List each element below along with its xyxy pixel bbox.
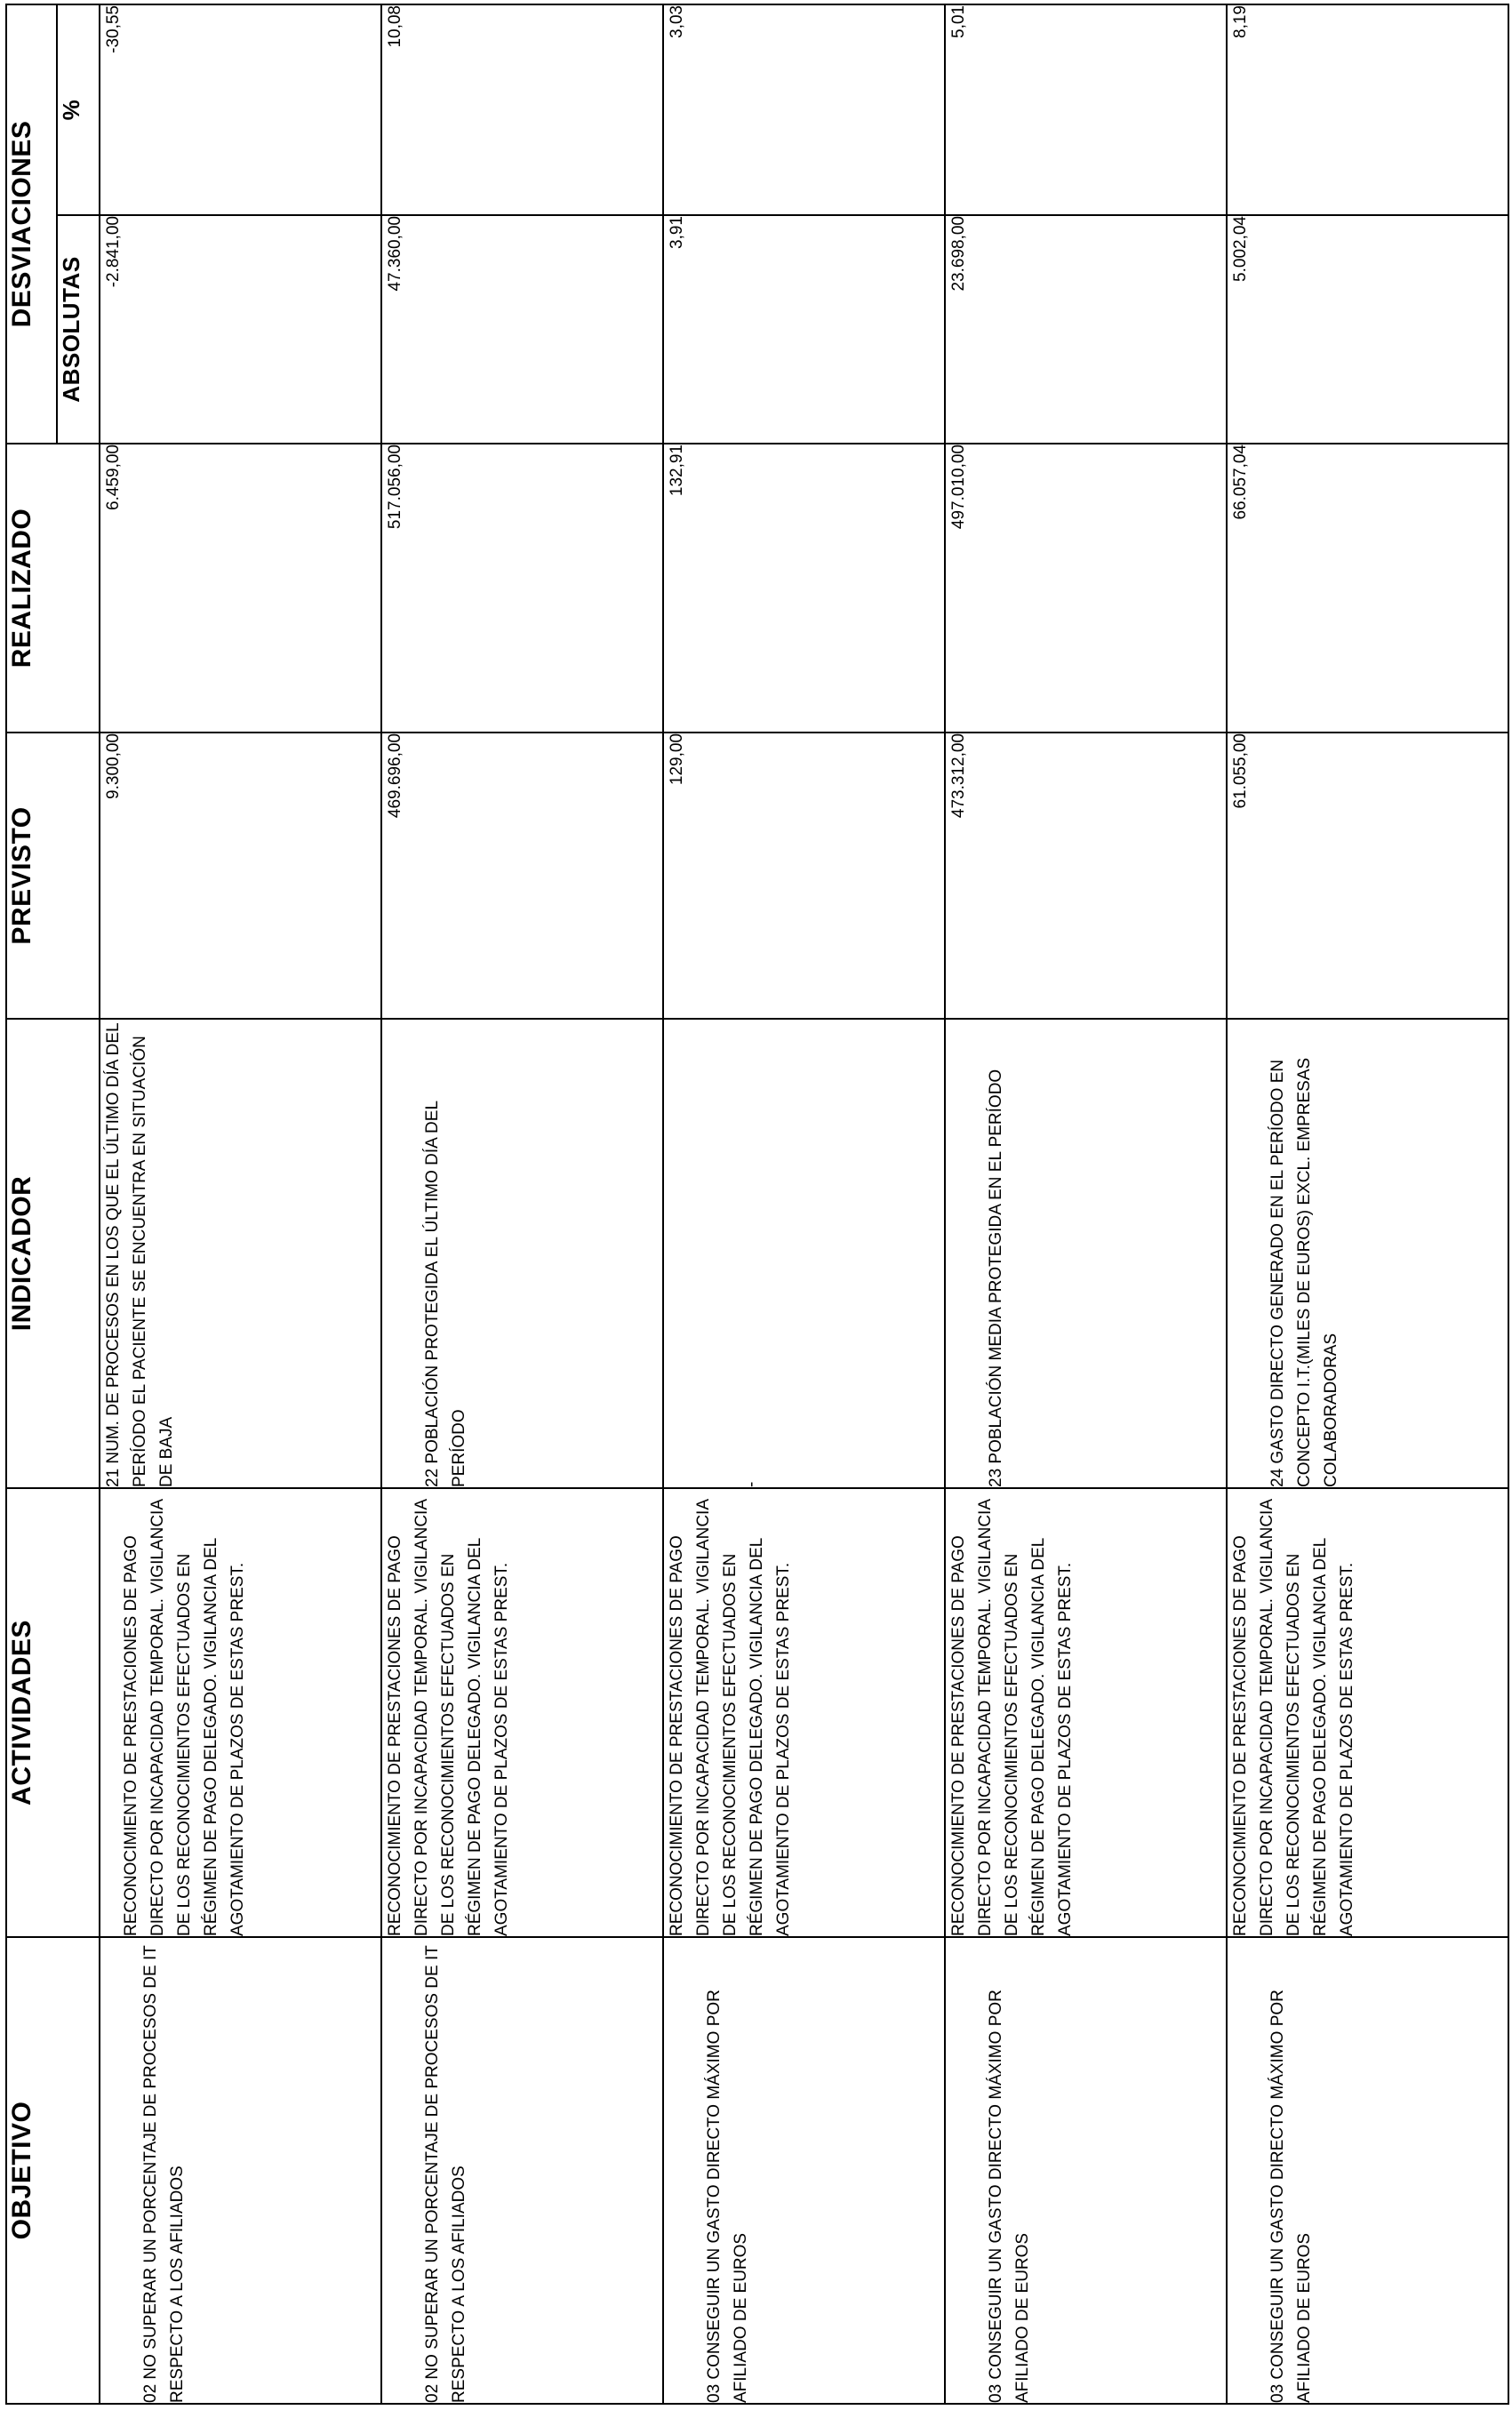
actividades-cell: RECONOCIMIENTO DE PRESTACIONES DE PAGO DIRECTO POR INCAPACIDAD TEMPORAL. VIGILANCIA DE LOS RECONOCIMIENTOS EFECTUADOS EN RÉGIMEN DE PAGO DELEGADO. VIGILANCIA DEL AGOTAMIENTO DE PLAZOS DE ESTAS PREST. [100, 1488, 381, 1937]
objetivo-cell: 02 NO SUPERAR UN PORCENTAJE DE PROCESOS DE IT RESPECTO A LOS AFILIADOS [381, 1937, 663, 2404]
objetivo-cell: 03 CONSEGUIR UN GASTO DIRECTO MÁXIMO POR AFILIADO DE EUROS [945, 1937, 1227, 2404]
actividades-cell: RECONOCIMIENTO DE PRESTACIONES DE PAGO DIRECTO POR INCAPACIDAD TEMPORAL. VIGILANCIA DE LOS RECONOCIMIENTOS EFECTUADOS EN RÉGIMEN DE PAGO DELEGADO. VIGILANCIA DEL AGOTAMIENTO DE PLAZOS DE ESTAS PREST. [1227, 1488, 1508, 1937]
indicador-cell: 22 POBLACIÓN PROTEGIDA EL ÚLTIMO DÍA DEL PERÍODO [381, 1019, 663, 1488]
objetivo-cell: 03 CONSEGUIR UN GASTO DIRECTO MÁXIMO POR AFILIADO DE EUROS [1227, 1937, 1508, 2404]
actividades-cell: RECONOCIMIENTO DE PRESTACIONES DE PAGO DIRECTO POR INCAPACIDAD TEMPORAL. VIGILANCIA DE LOS RECONOCIMIENTOS EFECTUADOS EN RÉGIMEN DE PAGO DELEGADO. VIGILANCIA DEL AGOTAMIENTO DE PLAZOS DE ESTAS PREST. [663, 1488, 945, 1937]
indicador-cell: - [663, 1019, 945, 1488]
indicador-cell: 21 NUM. DE PROCESOS EN LOS QUE EL ÚLTIMO DÍA DEL PERÍODO EL PACIENTE SE ENCUENTRA EN SITUACIÓN DE BAJA [100, 1019, 381, 1488]
objetivo-cell: 03 CONSEGUIR UN GASTO DIRECTO MÁXIMO POR AFILIADO DE EUROS [663, 1937, 945, 2404]
actividades-header: ACTIVIDADES [6, 1488, 100, 1937]
previsto-cell: 61.055,00 [1227, 733, 1508, 1019]
actividades-cell: RECONOCIMIENTO DE PRESTACIONES DE PAGO DIRECTO POR INCAPACIDAD TEMPORAL. VIGILANCIA DE LOS RECONOCIMIENTOS EFECTUADOS EN RÉGIMEN DE PAGO DELEGADO. VIGILANCIA DEL AGOTAMIENTO DE PLAZOS DE ESTAS PREST. [381, 1488, 663, 1937]
percent-header: % [57, 4, 100, 215]
desviaciones-header: DESVIACIONES [6, 4, 57, 444]
table-row [663, 4, 945, 2404]
table-row [100, 4, 381, 2404]
previsto-cell: 129,00 [663, 733, 945, 1019]
realizado-cell: 497.010,00 [945, 444, 1227, 733]
absolutas-cell: 5.002,04 [1227, 215, 1508, 444]
actividades-cell: RECONOCIMIENTO DE PRESTACIONES DE PAGO DIRECTO POR INCAPACIDAD TEMPORAL. VIGILANCIA DE LOS RECONOCIMIENTOS EFECTUADOS EN RÉGIMEN DE PAGO DELEGADO. VIGILANCIA DEL AGOTAMIENTO DE PLAZOS DE ESTAS PREST. [945, 1488, 1227, 1937]
absolutas-cell: 3,91 [663, 215, 945, 444]
realizado-cell: 66.057,04 [1227, 444, 1508, 733]
previsto-cell: 469.696,00 [381, 733, 663, 1019]
absolutas-header: ABSOLUTAS [57, 215, 100, 444]
previsto-cell: 9.300,00 [100, 733, 381, 1019]
previsto-cell: 473.312,00 [945, 733, 1227, 1019]
percent-cell: 8,19 [1227, 4, 1508, 215]
percent-cell: 10,08 [381, 4, 663, 215]
realizado-cell: 517.056,00 [381, 444, 663, 733]
table-row [381, 4, 663, 2404]
table-row [945, 4, 1227, 2404]
indicador-cell: 23 POBLACIÓN MEDIA PROTEGIDA EN EL PERÍODO [945, 1019, 1227, 1488]
indicador-header: INDICADOR [6, 1019, 100, 1488]
percent-cell: 3,03 [663, 4, 945, 215]
objetivo-cell: 02 NO SUPERAR UN PORCENTAJE DE PROCESOS DE IT RESPECTO A LOS AFILIADOS [100, 1937, 381, 2404]
table-body [5, 4, 1509, 2405]
percent-cell: 5,01 [945, 4, 1227, 215]
absolutas-cell: 47.360,00 [381, 215, 663, 444]
percent-cell: -30,55 [100, 4, 381, 215]
previsto-header: PREVISTO [6, 733, 100, 1019]
absolutas-cell: 23.698,00 [945, 215, 1227, 444]
table-row [1227, 4, 1508, 2404]
indicador-cell: 24 GASTO DIRECTO GENERADO EN EL PERÍODO EN CONCEPTO I.T.(MILES DE EUROS) EXCL. EMPRESAS COLABORADORAS [1227, 1019, 1508, 1488]
absolutas-cell: -2.841,00 [100, 215, 381, 444]
realizado-cell: 132,91 [663, 444, 945, 733]
realizado-cell: 6.459,00 [100, 444, 381, 733]
realizado-header: REALIZADO [6, 444, 100, 733]
objetivo-header: OBJETIVO [6, 1937, 100, 2404]
